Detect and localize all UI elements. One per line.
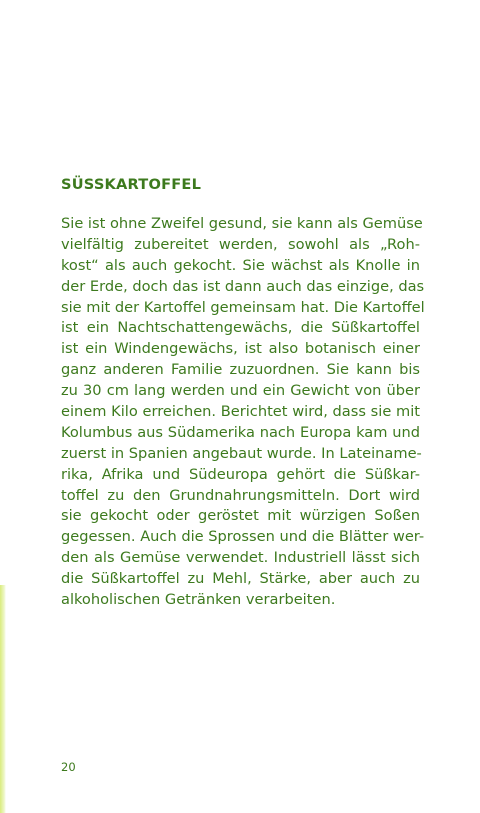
text-line: der Erde, doch das ist dann auch das einzige, das: [61, 277, 425, 295]
page-number: 20: [61, 760, 76, 774]
text-line: einem Kilo erreichen. Berichtet wird, dass sie mit: [61, 403, 420, 421]
text-line: zu 30 cm lang werden und ein Gewicht von über: [61, 382, 420, 400]
text-line: Kolumbus aus Südamerika nach Europa kam und: [61, 423, 420, 441]
text-line: ganz anderen Familie zuzuordnen. Sie kann bis: [61, 361, 420, 379]
text-line: kost“ als auch gekocht. Sie wächst als Knolle in: [61, 256, 420, 274]
body-paragraph: [61, 214, 425, 611]
text-line: sie gekocht oder geröstet mit würzigen Soßen: [61, 507, 420, 525]
section-title: SÜSSKARTOFFEL: [61, 176, 202, 193]
text-line: die Süßkartoffel zu Mehl, Stärke, aber auch zu: [61, 570, 420, 588]
text-line: Sie ist ohne Zweifel gesund, sie kann als Gemüse: [61, 215, 423, 232]
page-edge-tint: [0, 585, 6, 813]
text-line: den als Gemüse verwendet. Industriell lässt sich: [61, 549, 420, 567]
text-line: gegessen. Auch die Sprossen und die Blätter wer-: [61, 528, 425, 546]
text-line: zuerst in Spanien angebaut wurde. In Lateiname-: [61, 444, 422, 462]
text-line: ist ein Nachtschattengewächs, die Süßkartoffel: [61, 319, 420, 337]
text-line: alkoholischen Getränken verarbeiten.: [61, 591, 336, 609]
text-line: sie mit der Kartoffel gemeinsam hat. Die Kartoffel: [61, 298, 425, 316]
text-line: vielfältig zubereitet werden, sowohl als „Roh-: [61, 235, 420, 253]
text-line: toffel zu den Grundnahrungsmitteln. Dort wird: [61, 486, 420, 504]
text-line: rika, Afrika und Südeuropa gehört die Süßkar-: [61, 465, 420, 483]
text-line: ist ein Windengewächs, ist also botanisch einer: [61, 340, 420, 358]
